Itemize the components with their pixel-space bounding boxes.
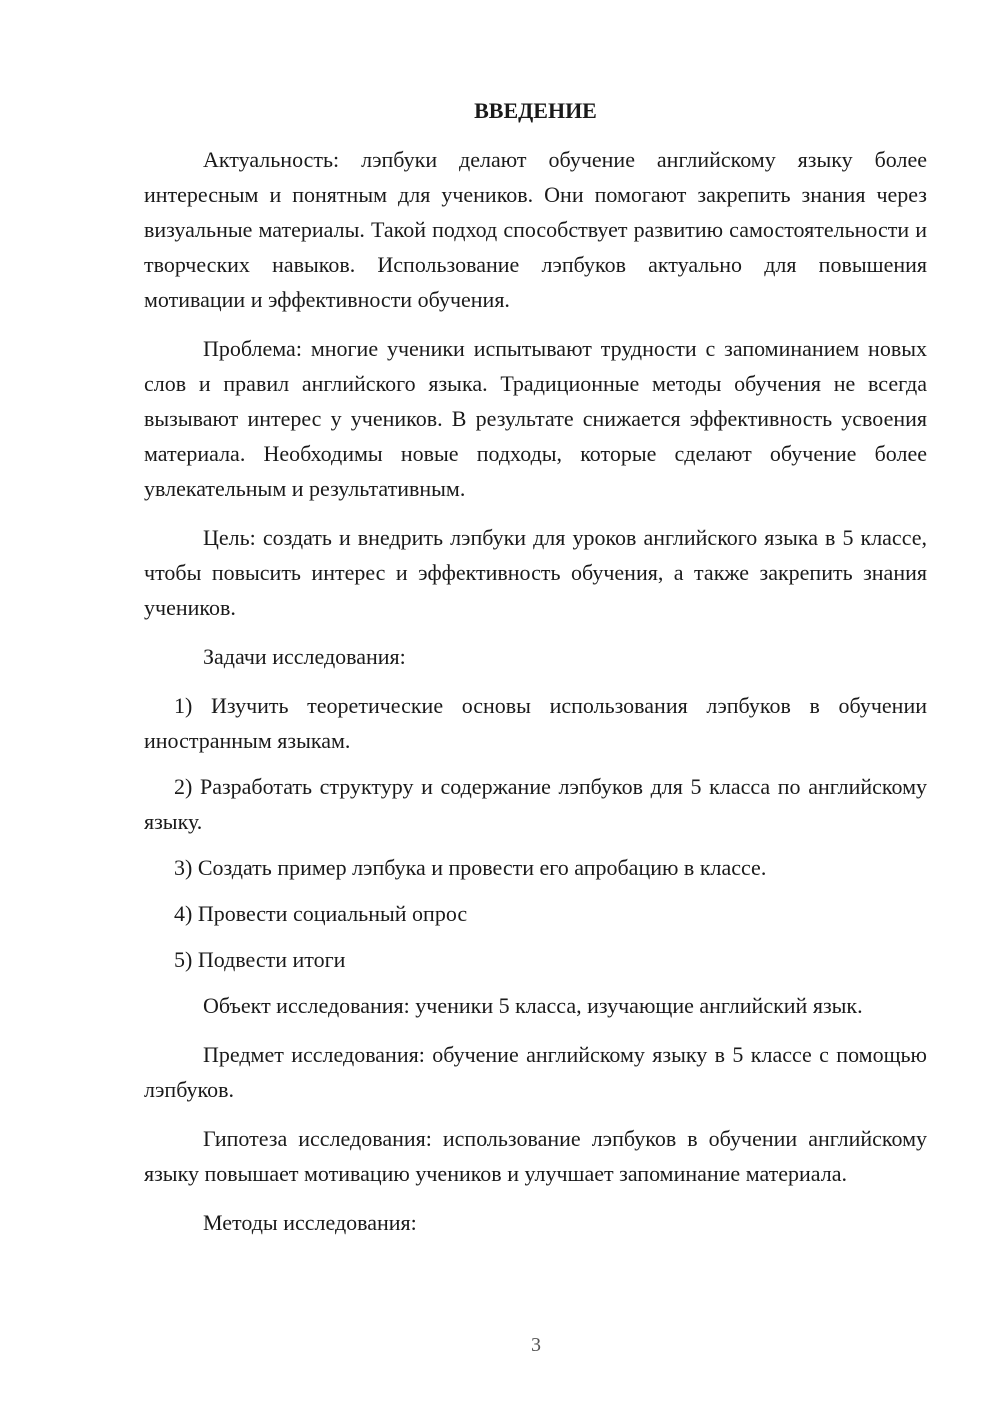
paragraph-subject: Предмет исследования: обучение английскому языку в 5 классе с помощью лэпбуков. — [144, 1042, 927, 1102]
methods-heading: Методы исследования: — [203, 1210, 417, 1235]
page-content — [144, 96, 927, 1254]
paragraph-goal: Цель: создать и внедрить лэпбуки для уроков английского языка в 5 классе, чтобы повысить интерес и эффективность обучения, а также закрепить знания учеников. — [144, 525, 927, 620]
list-item: 4) Провести социальный опрос — [174, 901, 468, 926]
tasks-list — [144, 688, 927, 977]
list-item: 2) Разработать структуру и содержание лэпбуков для 5 класса по английскому языку. — [144, 774, 927, 834]
page-title: ВВЕДЕНИЕ — [474, 98, 597, 123]
page-number: 3 — [531, 1334, 541, 1356]
paragraph-relevance: Актуальность: лэпбуки делают обучение английскому языку более интересным и понятным для учеников. Они помогают закрепить знания через визуальные материалы. Такой подход способствует развитию самостоятельности и творческих навыков. Использование лэпбуков актуально для повышения мотивации и эффективности обучения. — [144, 147, 927, 312]
list-item: 5) Подвести итоги — [174, 947, 346, 972]
tasks-heading: Задачи исследования: — [203, 644, 406, 669]
paragraph-problem: Проблема: многие ученики испытывают трудности с запоминанием новых слов и правил английского языка. Традиционные методы обучения не всегда вызывают интерес у учеников. В результате снижается эффективность усвоения материала. Необходимы новые подходы, которые сделают обучение более увлекательным и результативным. — [144, 336, 927, 501]
list-item: 3) Создать пример лэпбука и провести его апробацию в классе. — [174, 855, 767, 880]
list-item: 1) Изучить теоретические основы использования лэпбуков в обучении иностранным языкам. — [144, 693, 927, 753]
paragraph-object: Объект исследования: ученики 5 класса, изучающие английский язык. — [203, 993, 863, 1018]
paragraph-hypothesis: Гипотеза исследования: использование лэпбуков в обучении английскому языку повышает мотивацию учеников и улучшает запоминание материала. — [144, 1126, 927, 1186]
